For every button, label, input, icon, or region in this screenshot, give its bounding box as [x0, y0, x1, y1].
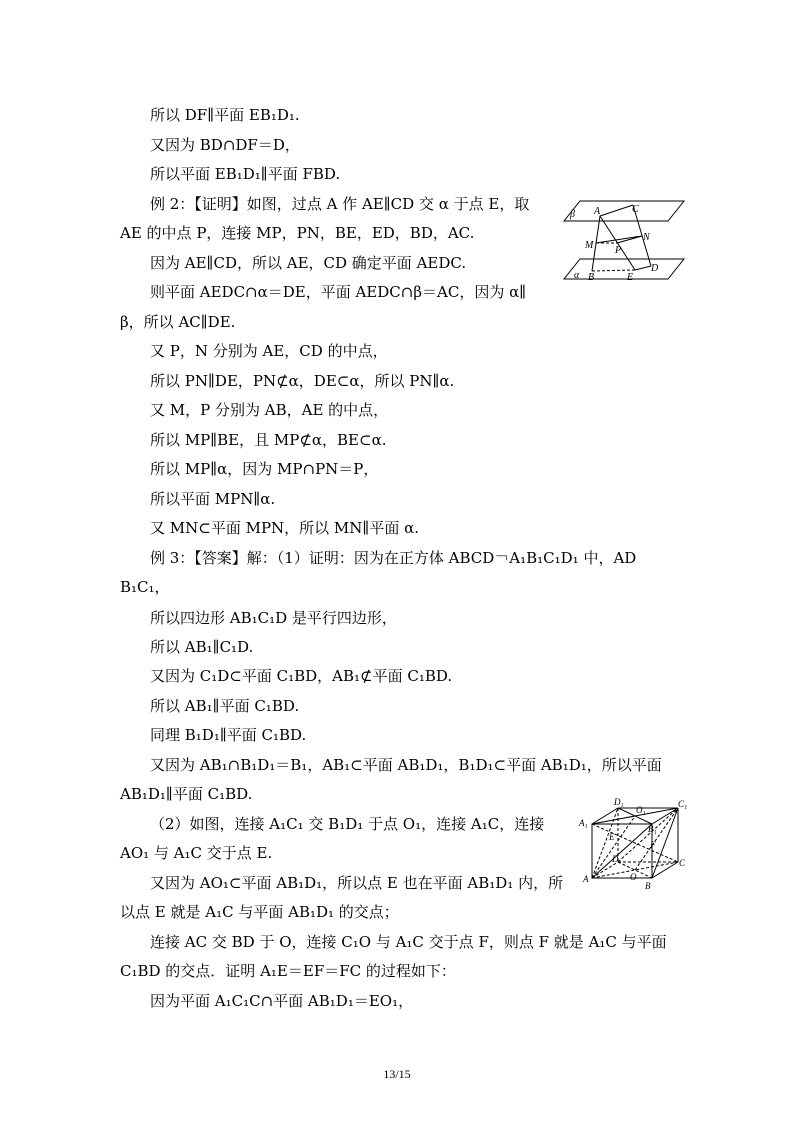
text-line: AO₁ 与 A₁C 交于点 E. [120, 844, 273, 862]
text-line: 又因为 AO₁⊂平面 AB₁D₁，所以点 E 也在平面 AB₁D₁ 内，所 [150, 874, 564, 892]
label-F: F [650, 840, 656, 850]
text-line: 例 3：【答案】解：（1）证明：因为在正方体 ABCD￢A₁B₁C₁D₁ 中，AD [150, 549, 637, 567]
label-A: A [594, 206, 601, 217]
text-line: B₁C₁， [120, 578, 170, 596]
text-line: 同理 B₁D₁∥平面 C₁BD. [150, 726, 307, 744]
label-A1: A₁ [579, 818, 588, 828]
label-O: O [630, 872, 637, 882]
text-line: 又因为 C₁D⊂平面 C₁BD，AB₁⊄平面 C₁BD. [150, 667, 453, 685]
label-A: A [583, 874, 589, 884]
label-B: B [588, 272, 595, 283]
text-line: C₁BD 的交点．证明 A₁E＝EF＝FC 的过程如下： [120, 962, 456, 980]
label-beta: β [570, 209, 575, 220]
label-D: D [612, 854, 619, 864]
text-line: 例 2：【证明】如图，过点 A 作 AE∥CD 交 α 于点 E，取 [150, 195, 530, 213]
text-line: AB₁D₁∥平面 C₁BD. [120, 785, 253, 803]
text-line: 因为 AE∥CD，所以 AE，CD 确定平面 AEDC. [150, 254, 467, 272]
label-D: D [651, 263, 659, 274]
text-line: 所以 MP∥BE，且 MP⊄α，BE⊂α. [150, 431, 387, 449]
parallel-planes-figure [560, 196, 688, 288]
label-N: N [643, 232, 650, 243]
text-line: 连接 AC 交 BD 于 O，连接 C₁O 与 A₁C 交于点 F，则点 F 就是 A₁C 与平面 [150, 933, 667, 951]
text-line: 又因为 AB₁∩B₁D₁＝B₁，AB₁⊂平面 AB₁D₁，B₁D₁⊂平面 AB₁D₁，所以平面 [150, 756, 662, 774]
text-line: 所以四边形 AB₁C₁D 是平行四边形， [150, 609, 397, 627]
text-line: 则平面 AEDC∩α＝DE，平面 AEDC∩β＝AC，因为 α∥ [150, 283, 527, 301]
label-M: M [585, 240, 594, 251]
label-D1: D₁ [614, 797, 624, 807]
label-O1: O₁ [636, 805, 646, 815]
label-alpha: α [574, 270, 580, 281]
text-line: 所以 AB₁∥平面 C₁BD. [150, 697, 300, 715]
page-number: 13/15 [383, 1067, 411, 1081]
label-C: C [679, 858, 686, 868]
text-line: 以点 E 就是 A₁C 与平面 AB₁D₁ 的交点； [120, 903, 399, 921]
label-B1: B₁ [648, 824, 657, 834]
text-line: 所以平面 MPN∥α. [150, 490, 276, 508]
label-P: P [615, 245, 622, 256]
text-line: 又 M，P 分别为 AB，AE 的中点， [150, 401, 389, 419]
text-line: 所以 PN∥DE，PN⊄α，DE⊂α，所以 PN∥α. [150, 372, 455, 390]
text-line: 因为平面 A₁C₁C∩平面 AB₁D₁＝EO₁， [150, 992, 414, 1010]
label-E: E [627, 272, 634, 283]
text-line: 所以平面 EB₁D₁∥平面 FBD. [150, 165, 341, 183]
label-C1: C₁ [678, 799, 688, 809]
text-line: 所以 DF∥平面 EB₁D₁. [150, 106, 300, 124]
text-line: 又因为 BD∩DF＝D， [150, 136, 300, 154]
text-line: 又 MN⊂平面 MPN，所以 MN∥平面 α. [150, 519, 420, 537]
text-line: （2）如图，连接 A₁C₁ 交 B₁D₁ 于点 O₁，连接 A₁C，连接 [150, 815, 545, 833]
label-B: B [645, 881, 651, 891]
cube-figure [576, 796, 692, 892]
label-E: E [609, 832, 615, 842]
text-line: β，所以 AC∥DE. [120, 313, 236, 331]
text-line: 所以 AB₁∥C₁D. [150, 638, 254, 656]
text-line: AE 的中点 P，连接 MP，PN，BE，ED，BD，AC. [120, 224, 475, 242]
text-line: 所以 MP∥α，因为 MP∩PN＝P， [150, 460, 379, 478]
text-line: 又 P，N 分别为 AE，CD 的中点， [150, 342, 388, 360]
label-C: C [632, 204, 639, 215]
